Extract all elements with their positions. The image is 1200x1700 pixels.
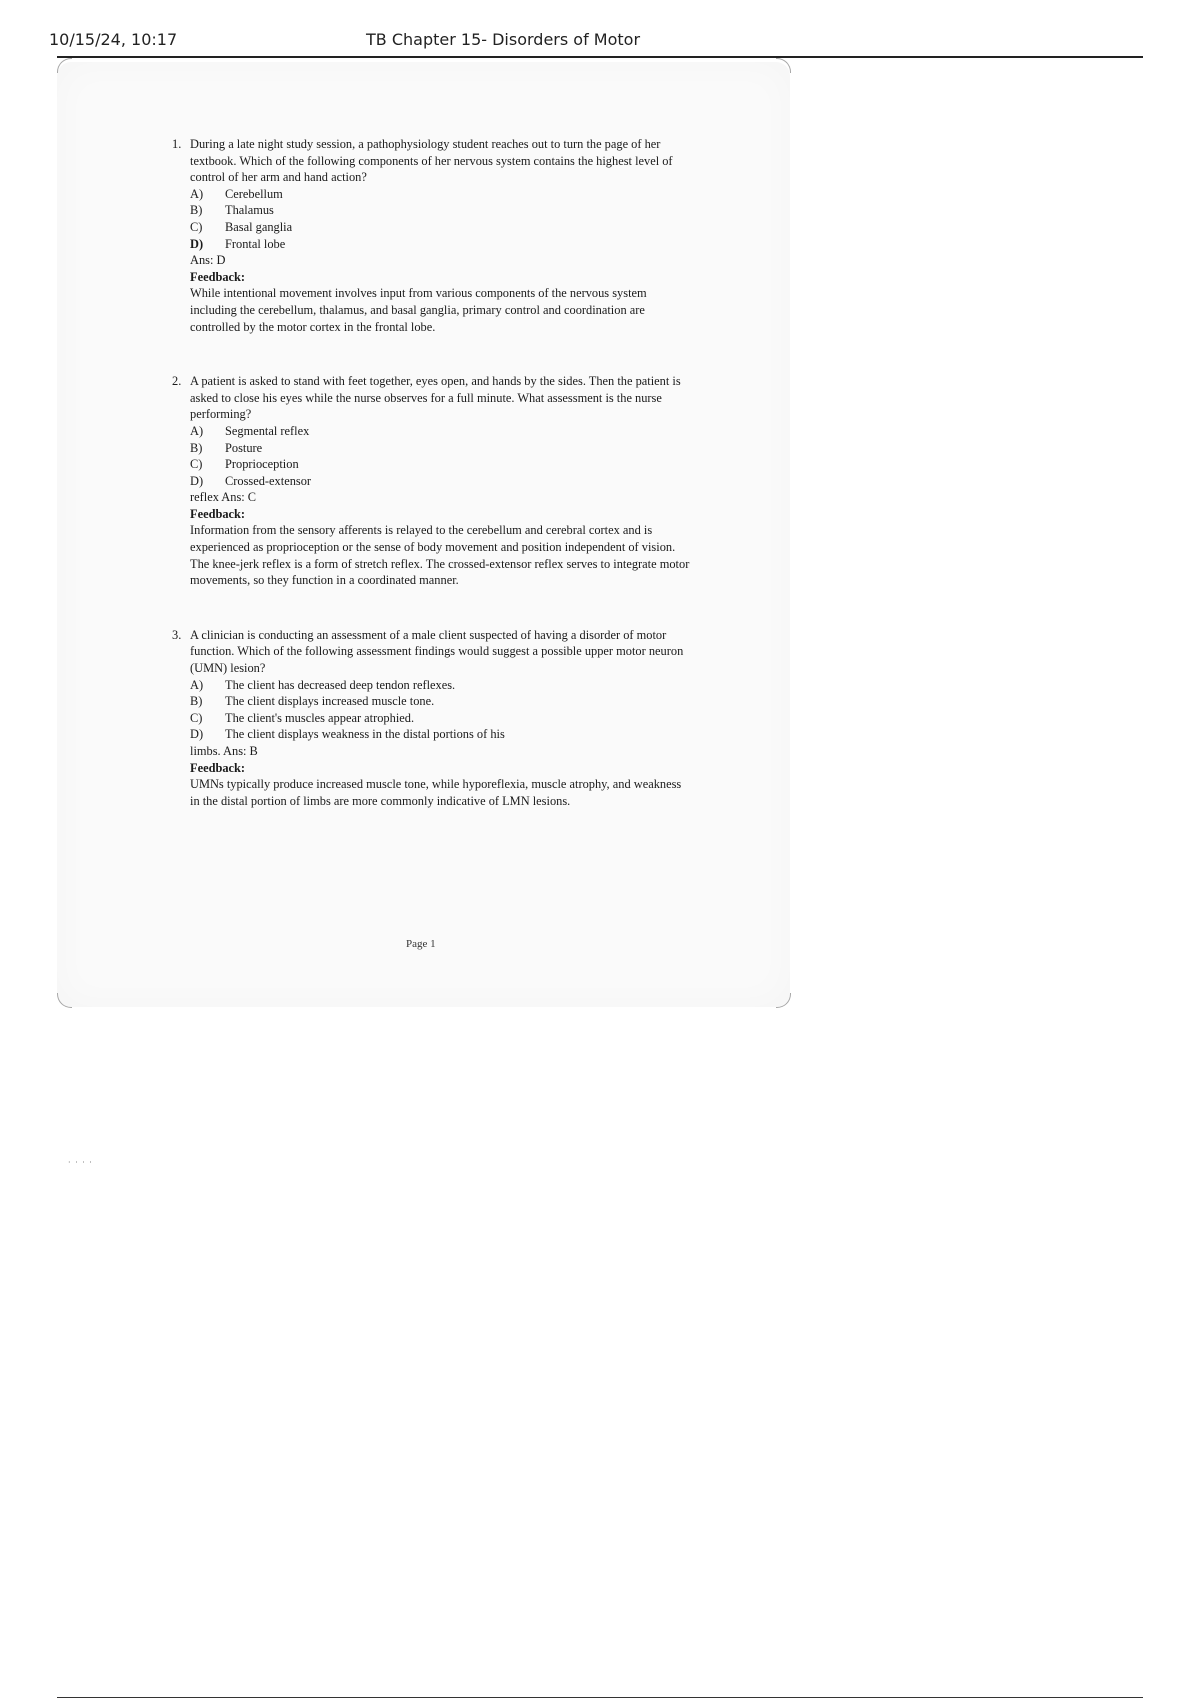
question-text: A patient is asked to stand with feet together, eyes open, and hands by the sides. Then the patient is asked to close his eyes while the nurse observes for a full minute. What assessment is the nurse performing? <box>190 374 681 422</box>
option-c: C) Basal ganglia <box>190 219 293 234</box>
option-c: C) The client's muscles appear atrophied. <box>190 710 415 725</box>
feedback-text: Information from the sensory afferents is relayed to the cerebellum and cerebral cortex and is experienced as proprioception or the sense of body movement and position independent of vision. The knee-jerk reflex is a form of stretch reflex. The crossed-extensor reflex serves to integrate motor movements, so they function in a coordinated manner. <box>190 523 690 588</box>
question-1 <box>172 136 692 335</box>
question-number: 1. <box>172 137 182 151</box>
feedback-text: While intentional movement involves input from various components of the nervous system including the cerebellum, thalamus, and basal ganglia, primary control and coordination are controlled by the motor cortex in the frontal lobe. <box>190 286 647 334</box>
page-number: Page 1 <box>406 938 436 950</box>
option-a: A) Cerebellum <box>190 186 283 201</box>
answer-key: reflex Ans: C <box>190 490 257 505</box>
feedback-label: Feedback: <box>190 760 246 775</box>
scan-corner-bottom-right <box>776 993 791 1008</box>
question-3 <box>172 627 692 810</box>
feedback-label: Feedback: <box>190 269 246 284</box>
feedback-text: UMNs typically produce increased muscle tone, while hyporeflexia, muscle atrophy, and weakness in the distal portion of limbs are more commonly indicative of LMN lesions. <box>190 777 682 808</box>
answer-key: Ans: D <box>190 253 226 268</box>
answer-key: limbs. Ans: B <box>190 744 258 758</box>
print-datetime: 10/15/24, 10:17 <box>49 30 178 49</box>
question-number: 3. <box>172 627 182 642</box>
option-d: D) Crossed-extensor <box>190 473 312 488</box>
feedback-label: Feedback: <box>190 506 246 521</box>
question-text: During a late night study session, a pathophysiology student reaches out to turn the page of her textbook. Which of the following components of her nervous system contains the highest level of control of her arm and hand action? <box>190 137 673 185</box>
header-rule <box>57 56 1143 58</box>
question-number: 2. <box>172 374 182 389</box>
scan-specks: · · · · <box>68 1158 93 1167</box>
footer-rule <box>57 1697 1143 1698</box>
question-text: A clinician is conducting an assessment of a male client suspected of having a disorder of motor function. Which of the following assessment findings would suggest a possible upper motor neuron (UMN) lesion? <box>190 627 684 676</box>
option-b: B) The client displays increased muscle tone. <box>190 694 435 709</box>
option-d: D) Frontal lobe <box>190 236 286 251</box>
scan-corner-bottom-left <box>57 993 72 1008</box>
scan-corner-top-left <box>57 58 72 73</box>
question-2 <box>172 373 692 589</box>
scan-corner-top-right <box>776 58 791 73</box>
option-b: B) Posture <box>190 440 263 455</box>
option-d: D) The client displays weakness in the distal portions of his <box>190 727 505 742</box>
option-b: B) Thalamus <box>190 203 274 218</box>
option-c: C) Proprioception <box>190 457 299 472</box>
question-list <box>172 136 692 809</box>
option-a: A) The client has decreased deep tendon reflexes. <box>190 677 456 692</box>
option-a: A) Segmental reflex <box>190 423 310 438</box>
document-title: TB Chapter 15- Disorders of Motor <box>366 30 641 49</box>
